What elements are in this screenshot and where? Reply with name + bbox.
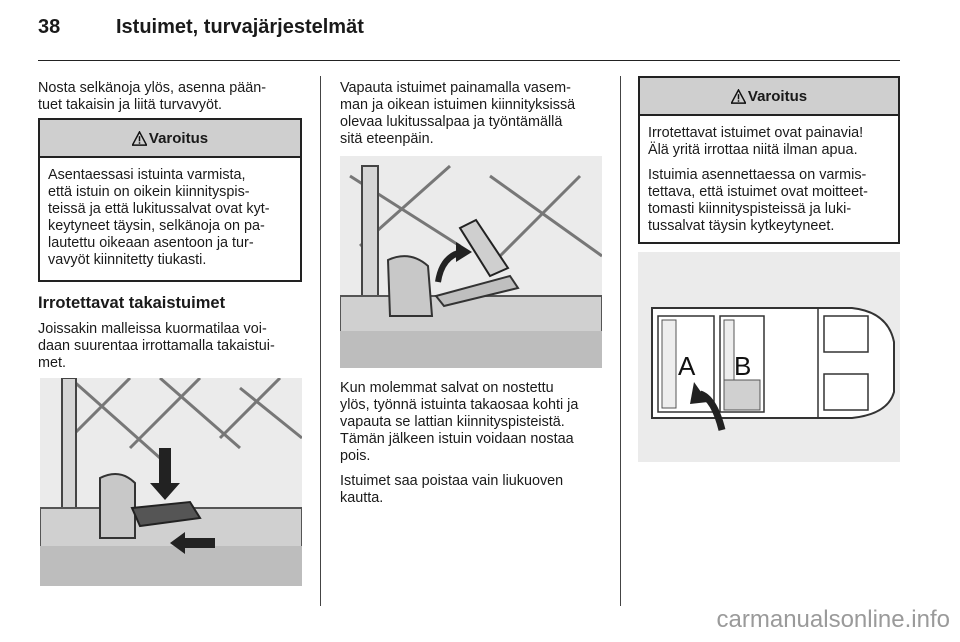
- warning-text-heavy: Irrotettavat istuimet ovat painavia! Älä yritä irrottaa niitä ilman apua.: [648, 125, 864, 158]
- header-rule: [38, 60, 900, 61]
- warning-text-install: Istuimia asennettaessa on varmis- tettava, että istuimet ovat moitteet- tomasti kiinnityspisteissä ja luki- tussalvat täysin kytkeytyneet.: [648, 167, 868, 234]
- figure-seat-latch-push: [40, 378, 302, 586]
- section-removable-seats: [38, 294, 313, 380]
- sliding-door-note: Istuimet saa poistaa vain liukuoven kautta.: [340, 473, 564, 506]
- warning-box-2: [638, 76, 900, 244]
- warning-title: Varoitus: [148, 129, 209, 147]
- seat-a-label: A: [678, 351, 696, 381]
- column-divider-1: [320, 76, 321, 606]
- warning-box-1: [38, 118, 302, 282]
- warning-text: Asentaessasi istuinta varmista, että istuin on oikein kiinnityspis- teissä ja että lukitussalvat ovat kyt- keytyneet täysin, selkänoja on pa- lautettu oikeaan asentoon ja tur- vavyöt kiinnitetty tiukasti.: [48, 167, 270, 268]
- page-number: 38: [38, 16, 61, 38]
- figure-van-seat-layout: [638, 252, 900, 462]
- column-2: [340, 80, 608, 156]
- warning-header: [40, 120, 300, 158]
- warning-header: [640, 78, 898, 116]
- warning-triangle-icon: [731, 89, 746, 104]
- page-title: Istuimet, turvajärjestelmät: [116, 16, 364, 38]
- intro-text: Nosta selkänoja ylös, asenna pään- tuet takaisin ja liitä turvavyöt.: [38, 80, 266, 113]
- warning-triangle-icon: [132, 131, 147, 146]
- column-1: [38, 80, 306, 122]
- column-divider-2: [620, 76, 621, 606]
- seat-b-label: B: [734, 351, 752, 381]
- figure-seat-latch-lift: [340, 156, 602, 368]
- section-heading: Irrotettavat takaistuimet: [38, 294, 226, 312]
- warning-title: Varoitus: [747, 87, 808, 105]
- push-seat-instructions: Kun molemmat salvat on nostettu ylös, työnnä istuinta takaosaa kohti ja vapauta se lattian kiinnityspisteistä. Tämän jälkeen istuin voidaan nostaa pois.: [340, 380, 579, 464]
- watermark: carmanualsonline.info: [716, 606, 950, 633]
- section-text: Joissakin malleissa kuormatilaa voi- daan suurentaa irrottamalla takaistui- met.: [38, 321, 275, 371]
- column-2-lower: [340, 380, 610, 515]
- release-instructions: Vapauta istuimet painamalla vasem- man ja oikean istuimen kiinnityksissä olevaa lukitussalpaa ja työntämällä sitä eteenpäin.: [340, 80, 576, 147]
